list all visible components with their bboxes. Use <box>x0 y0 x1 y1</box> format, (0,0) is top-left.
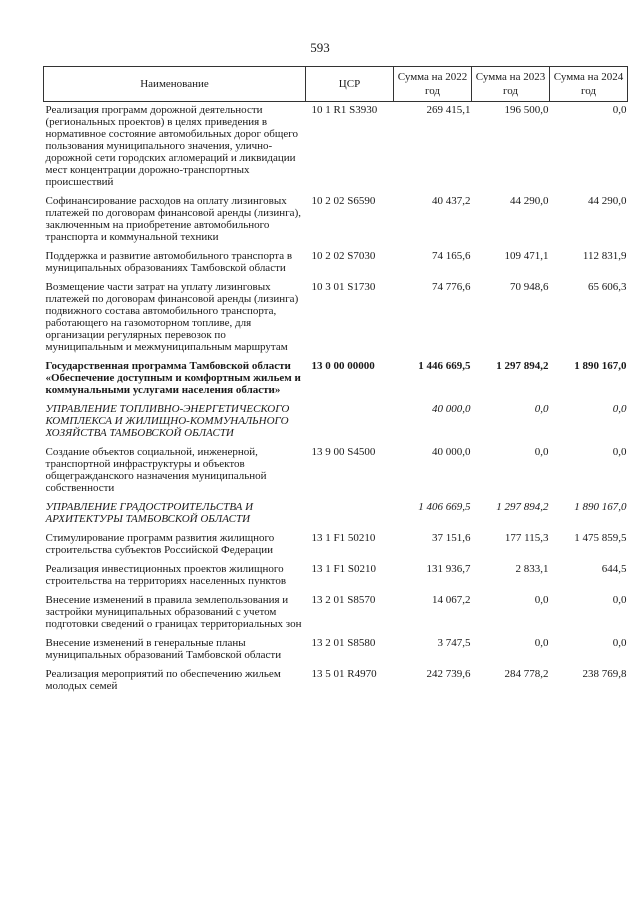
row-sum-2023: 0,0 <box>534 594 549 606</box>
row-sum-2024: 1 475 859,5 <box>574 532 627 544</box>
row-name: Государственная программа Тамбовской области «Обеспечение доступным и комфортным жильем и коммунальными услугами населения области» <box>45 360 301 396</box>
row-sum-2023: 109 471,1 <box>504 250 549 262</box>
table-row <box>44 279 628 358</box>
row-sum-2022: 40 437,2 <box>432 195 471 207</box>
row-sum-2022: 40 000,0 <box>432 403 471 415</box>
table-header <box>44 67 628 102</box>
row-code: 13 5 01 R4970 <box>311 668 377 680</box>
row-code: 10 2 02 S7030 <box>311 250 376 262</box>
row-sum-2022: 74 776,6 <box>432 281 471 293</box>
row-sum-2023: 1 297 894,2 <box>496 501 549 513</box>
row-sum-2022: 3 747,5 <box>437 637 471 649</box>
row-name: Внесение изменений в генеральные планы муниципальных образований Тамбовской области <box>45 637 282 661</box>
table-row <box>44 499 628 530</box>
row-sum-2024: 644,5 <box>601 563 627 575</box>
row-code: 13 9 00 S4500 <box>311 446 376 458</box>
header-name: Наименование <box>44 67 306 102</box>
row-sum-2024: 0,0 <box>612 637 627 649</box>
row-name: Реализация программ дорожной деятельности (региональных проектов) в целях приведения в нормативное состояние автомобильных дорог общего пользования муниципального значения, улично-дорожной сети городских агломераций и ликвидации мест концентрации дорожно-транспортных происшествий <box>45 104 298 188</box>
row-sum-2022: 1 446 669,5 <box>418 360 471 372</box>
row-sum-2022: 269 415,1 <box>426 104 471 116</box>
row-sum-2022: 40 000,0 <box>432 446 471 458</box>
row-name: Реализация инвестиционных проектов жилищного строительства на территориях населенных пунктов <box>45 563 287 587</box>
table-row <box>44 401 628 444</box>
table-row <box>44 592 628 635</box>
row-sum-2022: 131 936,7 <box>426 563 471 575</box>
row-sum-2023: 196 500,0 <box>504 104 549 116</box>
row-name: УПРАВЛЕНИЕ ГРАДОСТРОИТЕЛЬСТВА И АРХИТЕКТУРЫ ТАМБОВСКОЙ ОБЛАСТИ <box>45 501 254 525</box>
page-number: 593 <box>310 40 330 55</box>
row-sum-2023: 0,0 <box>534 637 549 649</box>
row-sum-2024: 0,0 <box>612 446 627 458</box>
header-2023: Сумма на 2023 год <box>472 67 550 102</box>
row-sum-2023: 70 948,6 <box>510 281 549 293</box>
table-row <box>44 444 628 499</box>
row-sum-2024: 1 890 167,0 <box>574 501 627 513</box>
row-name: Внесение изменений в правила землепользования и застройки муниципальных образований с учетом подготовки сведений о границах территориальных зон <box>45 594 302 630</box>
table-row <box>44 561 628 592</box>
row-code: 10 2 02 S6590 <box>311 195 376 207</box>
budget-table <box>43 66 628 697</box>
table-row <box>44 248 628 279</box>
row-code: 13 0 00 00000 <box>311 360 375 372</box>
row-name: Софинансирование расходов на оплату лизинговых платежей по договорам финансовой аренды (лизинга), заключенным на приобретение автомобильного транспорта и коммунальной техники <box>45 195 301 243</box>
row-code: 13 2 01 S8570 <box>311 594 376 606</box>
row-sum-2022: 1 406 669,5 <box>418 501 471 513</box>
table-row <box>44 193 628 248</box>
row-name: Поддержка и развитие автомобильного транспорта в муниципальных образованиях Тамбовской области <box>45 250 293 274</box>
table-body <box>44 102 628 698</box>
row-code: 10 3 01 S1730 <box>311 281 376 293</box>
header-2024: Сумма на 2024 год <box>550 67 628 102</box>
row-sum-2022: 74 165,6 <box>432 250 471 262</box>
row-name: Создание объектов социальной, инженерной, транспортной инфраструктуры и объектов общегражданского назначения муниципальной собственности <box>45 446 267 494</box>
table-row <box>44 635 628 666</box>
row-sum-2024: 0,0 <box>612 403 627 415</box>
header-2022: Сумма на 2022 год <box>394 67 472 102</box>
row-sum-2024: 1 890 167,0 <box>574 360 627 372</box>
row-name: УПРАВЛЕНИЕ ТОПЛИВНО-ЭНЕРГЕТИЧЕСКОГО КОМПЛЕКСА И ЖИЛИЩНО-КОММУНАЛЬНОГО ХОЗЯЙСТВА ТАМБОВСКОЙ ОБЛАСТИ <box>45 403 290 439</box>
row-sum-2024: 0,0 <box>612 104 627 116</box>
row-code <box>306 401 394 444</box>
row-sum-2023: 0,0 <box>534 403 549 415</box>
row-sum-2022: 37 151,6 <box>432 532 471 544</box>
table-row <box>44 530 628 561</box>
row-sum-2023: 284 778,2 <box>504 668 549 680</box>
table-row <box>44 102 628 194</box>
row-sum-2024: 44 290,0 <box>588 195 627 207</box>
row-sum-2023: 2 833,1 <box>515 563 549 575</box>
row-sum-2024: 0,0 <box>612 594 627 606</box>
row-sum-2023: 1 297 894,2 <box>496 360 549 372</box>
row-sum-2024: 112 831,9 <box>582 250 627 262</box>
row-sum-2022: 242 739,6 <box>426 668 471 680</box>
row-name: Возмещение части затрат на уплату лизинговых платежей по договорам финансовой аренды (лизинга) подвижного состава автомобильного транспорта, работающего на газомоторном топливе, для организации регулярных перевозок по муниципальным и межмуниципальным маршрутам <box>45 281 299 353</box>
row-sum-2023: 177 115,3 <box>504 532 549 544</box>
row-name: Реализация мероприятий по обеспечению жильем молодых семей <box>45 668 281 692</box>
row-code: 13 1 F1 50210 <box>311 532 376 544</box>
row-sum-2023: 0,0 <box>534 446 549 458</box>
row-sum-2024: 65 606,3 <box>588 281 627 293</box>
row-code: 13 2 01 S8580 <box>311 637 376 649</box>
row-name: Стимулирование программ развития жилищного строительства субъектов Российской Федерации <box>45 532 275 556</box>
header-code: ЦСР <box>306 67 394 102</box>
row-sum-2024: 238 769,8 <box>582 668 627 680</box>
row-code: 10 1 R1 S3930 <box>311 104 378 116</box>
row-code: 13 1 F1 S0210 <box>311 563 376 575</box>
table-row <box>44 666 628 697</box>
row-code <box>306 499 394 530</box>
row-sum-2023: 44 290,0 <box>510 195 549 207</box>
table-row <box>44 358 628 401</box>
row-sum-2022: 14 067,2 <box>432 594 471 606</box>
